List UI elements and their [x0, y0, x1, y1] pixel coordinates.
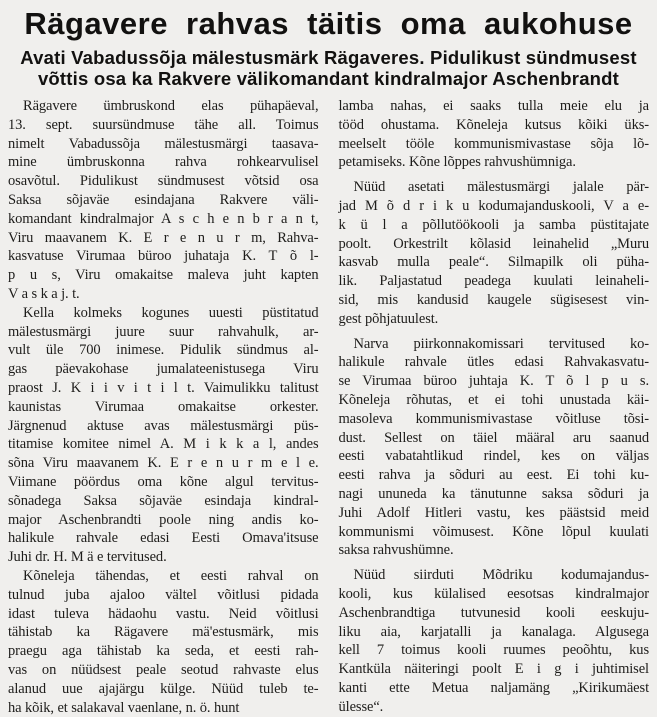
text-line: saksa rahvushümne.: [339, 541, 650, 560]
text-line: lik. Paljastatud peadega kuulati leinaheli-: [339, 272, 650, 291]
text-line: praegu aga tähistab ka seda, et eesti rah-: [8, 642, 319, 661]
text-line: alanud uue ajajärgu külge. Nüüd tuleb te-: [8, 680, 319, 699]
text-line: Juhi Adolf Hitleri vastu, kes päästsid meid: [339, 504, 650, 523]
text-line: ha kõik, et salakaval vaenlane, n. ö. hunt: [8, 699, 319, 717]
text-line: kommunismi võimusest. Kõne lõpul kuulati: [339, 523, 650, 542]
text-line: idast tuleva hädaohu vastu. Neid võitlusi: [8, 605, 319, 624]
text-line: se Virumaa büroo juhtaja K. T õ l p u s.: [339, 372, 650, 391]
text-line: V a s k a j. t.: [8, 285, 319, 304]
text-line: k ü l a põllutöökooli ja samba püstitajate: [339, 216, 650, 235]
text-line: tähistab ka Rägavere mä'estusmärk, mis: [8, 623, 319, 642]
text-line: kasvab mulla peale“. Silmapilk oli püha-: [339, 253, 650, 272]
text-line: kooli, kus külalised eesotsas kindralmajor: [339, 585, 650, 604]
text-line: Narva piirkonnakomissari tervitused ko-: [339, 335, 650, 354]
paragraph: [339, 335, 650, 561]
paragraph: [8, 97, 319, 304]
text-line: Nüüd siirduti Mõdriku kodumajandus-: [339, 566, 650, 585]
text-line: Kella kolmeks kogunes uuesti püstitatud: [8, 304, 319, 323]
text-line: mälestusmärgi juure suur rahvahulk, ar-: [8, 323, 319, 342]
subheadline-line-1: Avati Vabadussõja mälestusmärk Rägaveres. Pidulikust sündmusest: [8, 47, 649, 68]
text-line: osavõtul. Pidulikust sündmusest võtsid osa: [8, 172, 319, 191]
text-line: Kõneleja rõhutas, et ei tohi unustada käi-: [339, 391, 650, 410]
text-line: gas päevakohase jumalateenistusega Viru: [8, 360, 319, 379]
text-line: meelselt tööle kommunismivastase sõja lõ-: [339, 135, 650, 154]
text-line: sõnadega Saksa sõjaväe esindaja kindral-: [8, 492, 319, 511]
paragraph: [8, 567, 319, 717]
text-line: Nüüd asetati mälestusmärgi jalale pär-: [339, 178, 650, 197]
text-line: vult üle 700 inimese. Pidulik sündmus al-: [8, 341, 319, 360]
text-line: sid, mis kandusid kaugele sügisesest vin-: [339, 291, 650, 310]
column-left: [8, 97, 319, 717]
text-line: petamiseks. Kõne lõppes rahvushümniga.: [339, 153, 650, 172]
text-line: poolt. Orkestrilt kõlasid leinahelid „Muru: [339, 235, 650, 254]
text-line: major Aschenbrandti poole ning andis ko-: [8, 511, 319, 530]
text-line: Kantküla näiteringi poolt E i g i juhtimisel: [339, 660, 650, 679]
text-line: eesti rahva ja sõduri au eest. Ei tohi ku-: [339, 466, 650, 485]
text-line: p u s, Viru omakaitse maleva juht kapten: [8, 266, 319, 285]
paragraph: [339, 566, 650, 716]
text-line: Rägavere ümbruskond elas pühapäeval,: [8, 97, 319, 116]
text-line: kanti ette Metua naljamäng „Kirikumäest: [339, 679, 650, 698]
paragraph: [339, 178, 650, 328]
text-line: gest põhjatuulest.: [339, 310, 650, 329]
text-line: vas on nüüdsest peale seotud rahvaste elus: [8, 661, 319, 680]
text-line: kaunistas Virumaa omakaitse orkester.: [8, 398, 319, 417]
text-line: dust. Sellest on täiel määral aru saanud: [339, 429, 650, 448]
text-line: sõna Viru maavanem K. E r e n u r m e l e.: [8, 454, 319, 473]
column-right: [339, 97, 650, 717]
text-line: mine ümbruskonna rahva rohkearvulisel: [8, 153, 319, 172]
text-line: jad M õ d r i k u kodumajanduskooli, V a e-: [339, 197, 650, 216]
text-line: nimelt Vabadussõja mälestusmärgi taasava-: [8, 135, 319, 154]
text-line: masoleva kommunismivastase võitluse tõsi-: [339, 410, 650, 429]
text-line: Saksa sõjaväe esindajana Rakvere väli-: [8, 191, 319, 210]
paragraph: [8, 304, 319, 567]
subheadline: [8, 47, 649, 89]
text-line: ülesse“.: [339, 698, 650, 717]
text-line: komandant kindralmajor A s c h e n b r a n t,: [8, 210, 319, 229]
text-line: Aschenbrandtiga tutvunesid kooli eeskuju-: [339, 604, 650, 623]
text-line: Viimane pöördus oma kõne algul tervitus-: [8, 473, 319, 492]
text-line: Järgnenud aktuse avas mälestusmärgi püs-: [8, 417, 319, 436]
text-line: tulnud juba ajaloo vältel võitlusi pidada: [8, 586, 319, 605]
text-line: tööd ohustama. Kõneleja kutsus kõiki üks-: [339, 116, 650, 135]
text-line: eesti vabatahtlikud rindel, kes on väljas: [339, 447, 650, 466]
text-line: titamise komitee nimel A. M i k k a l, andes: [8, 435, 319, 454]
text-line: praost J. K i i v i t i l t. Vaimulikku talitust: [8, 379, 319, 398]
text-line: halikule rahvale edasi Eesti Omava'itsuse: [8, 529, 319, 548]
text-line: lamba nahas, ei saaks tulla meie elu ja: [339, 97, 650, 116]
paragraph: [339, 97, 650, 172]
text-line: Viru maavanem K. E r e n u r m, Rahva-: [8, 229, 319, 248]
text-line: nagi ununeda ka tänutunne saksa sõduri ja: [339, 485, 650, 504]
text-line: kell 7 toimus kooli ruumes peoõhtu, kus: [339, 641, 650, 660]
text-line: halikule rahvale ütles edasi Rahvakasvatu-: [339, 353, 650, 372]
text-line: 13. sept. suursündmuse tähe all. Toimus: [8, 116, 319, 135]
text-line: kasvatuse Virumaa büroo juhataja K. T õ l-: [8, 247, 319, 266]
article-body: [8, 97, 649, 717]
subheadline-line-2: võttis osa ka Rakvere välikomandant kindralmajor Aschenbrandt: [8, 68, 649, 89]
headline: Rägavere rahvas täitis oma aukohuse: [8, 4, 649, 44]
text-line: liku aia, karjatalli ja kanalaga. Algusega: [339, 623, 650, 642]
text-line: Kõneleja tähendas, et eesti rahval on: [8, 567, 319, 586]
text-line: Juhi dr. H. M ä e tervitused.: [8, 548, 319, 567]
